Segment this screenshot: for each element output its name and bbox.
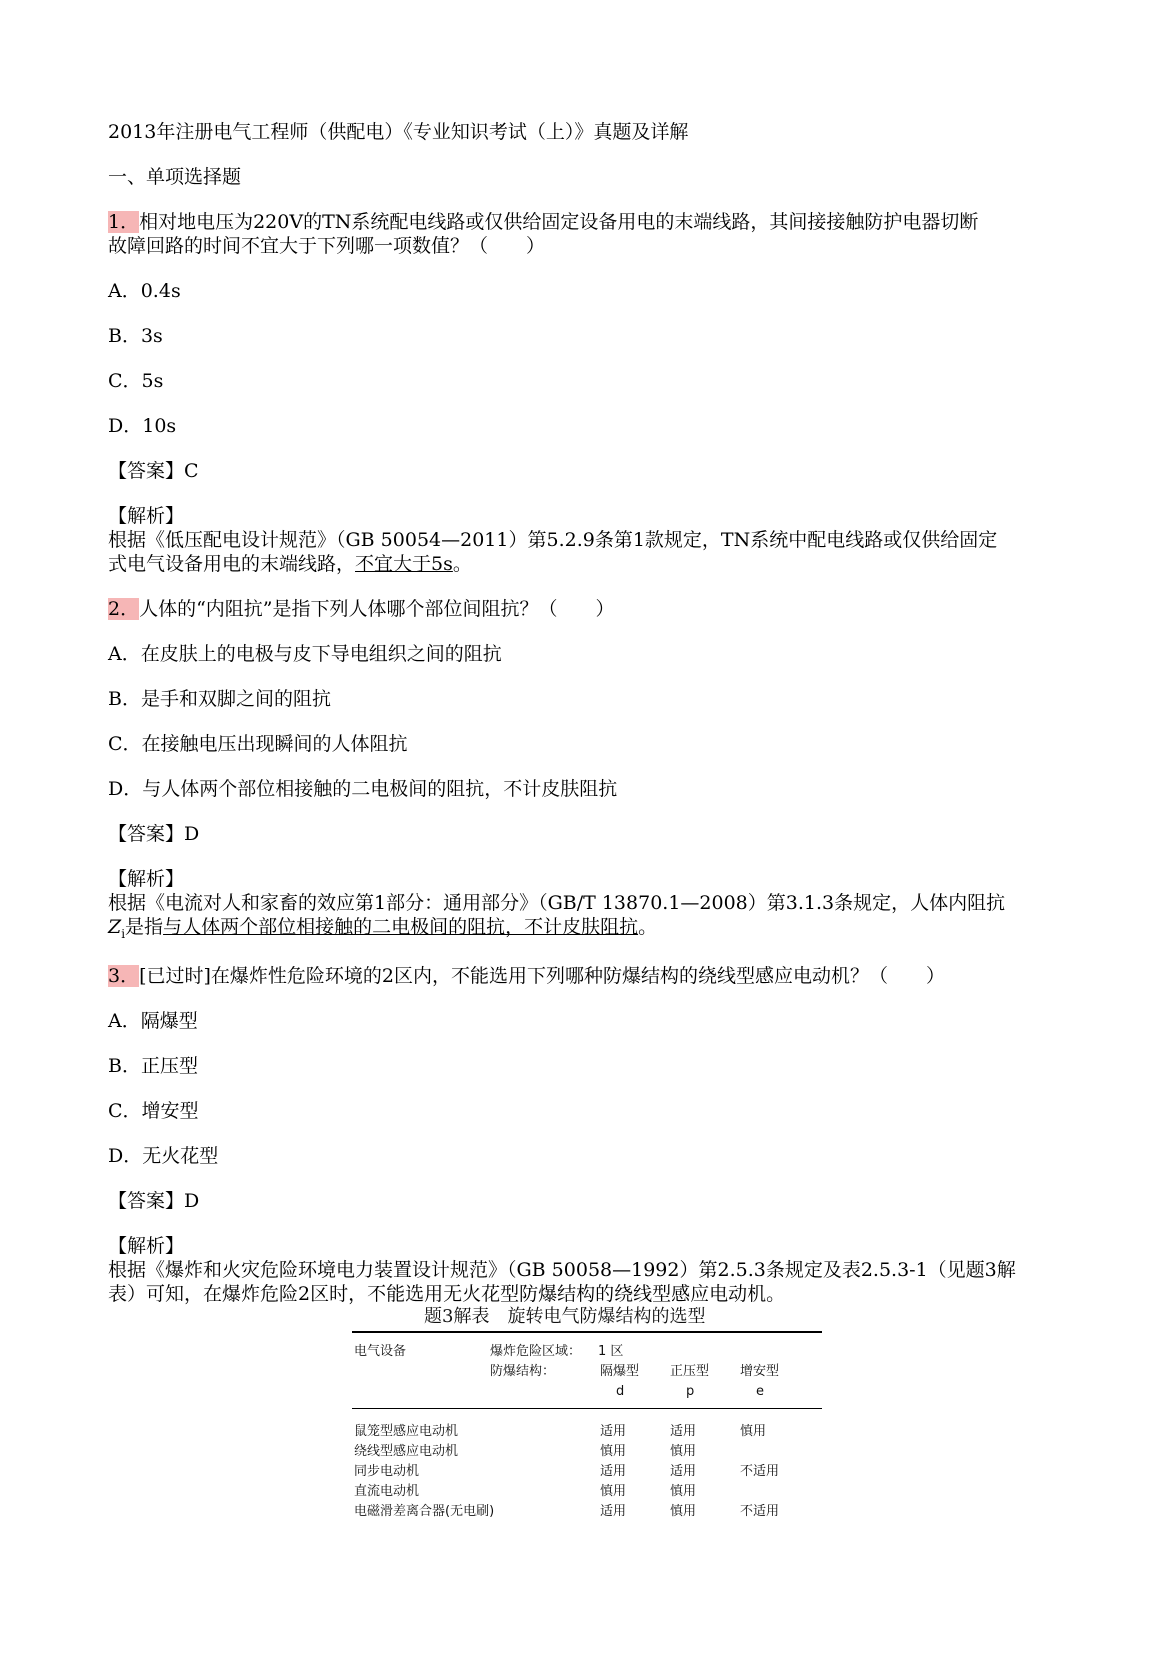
question-number: 2． — [108, 598, 140, 620]
table-struct-label: 防爆结构： — [490, 1364, 556, 1379]
table-top-rule — [352, 1331, 822, 1333]
table-cell: 适用 — [670, 1424, 697, 1439]
option-a: A．0.4s — [108, 280, 181, 302]
question-number: 3． — [108, 965, 140, 987]
table-col-code: p — [686, 1384, 695, 1399]
answer: 【答案】C — [108, 460, 199, 482]
option-b: B．正压型 — [108, 1055, 198, 1077]
table-row-device: 直流电动机 — [354, 1484, 420, 1499]
option-d: D．10s — [108, 415, 177, 437]
table-cell: 不适用 — [740, 1504, 780, 1519]
analysis-line1: 根据《低压配电设计规范》（GB 50054—2011）第5.2.9条第1款规定，TN系统中配电线路或仅供给固定 — [108, 529, 998, 551]
table-header-rule — [352, 1408, 822, 1409]
option-c: C．增安型 — [108, 1100, 199, 1122]
table-col-name: 正压型 — [670, 1364, 710, 1379]
option-b: B．3s — [108, 325, 163, 347]
table-cell: 适用 — [600, 1464, 627, 1479]
table-cell: 慎用 — [670, 1444, 697, 1459]
analysis-line1: 根据《爆炸和火灾危险环境电力装置设计规范》（GB 50058—1992）第2.5.3条规定及表2.5.3-1（见题3解 — [108, 1259, 1016, 1281]
question-3-line1: 3．[已过时]在爆炸性危险环境的2区内，不能选用下列哪种防爆结构的绕线型感应电动机？（ ） — [108, 965, 946, 987]
table-caption: 题3解表 旋转电气防爆结构的选型 — [424, 1306, 706, 1327]
option-c: C．5s — [108, 370, 164, 392]
question-2-line1: 2．人体的“内阻抗”是指下列人体哪个部位间阻抗？（ ） — [108, 598, 615, 620]
answer: 【答案】D — [108, 823, 200, 845]
table-cell: 适用 — [600, 1424, 627, 1439]
table-row-device: 同步电动机 — [354, 1464, 420, 1479]
table-cell: 慎用 — [670, 1484, 697, 1499]
table-col-name: 隔爆型 — [600, 1364, 640, 1379]
analysis-label: 【解析】 — [108, 1235, 185, 1257]
answer: 【答案】D — [108, 1190, 200, 1212]
option-b: B．是手和双脚之间的阻抗 — [108, 688, 331, 710]
table-zone-label: 爆炸危险区域： — [490, 1344, 582, 1359]
analysis-label: 【解析】 — [108, 505, 185, 527]
table-cell: 适用 — [670, 1464, 697, 1479]
option-d: D．与人体两个部位相接触的二电极间的阻抗，不计皮肤阻抗 — [108, 778, 618, 800]
table-col-code: e — [756, 1384, 764, 1399]
table-cell: 不适用 — [740, 1464, 780, 1479]
table-zone-value: 1 区 — [598, 1344, 624, 1359]
question-number: 1． — [108, 211, 140, 233]
table-header-device: 电气设备 — [354, 1344, 407, 1359]
analysis-line2: $Z_i$是指与人体两个部位相接触的二电极间的阻抗，不计皮肤阻抗。 — [108, 916, 658, 941]
option-a: A．在皮肤上的电极与皮下导电组织之间的阻抗 — [108, 643, 502, 665]
section-heading: 一、单项选择题 — [108, 166, 242, 188]
table-cell: 适用 — [600, 1504, 627, 1519]
option-a: A．隔爆型 — [108, 1010, 198, 1032]
table-cell: 慎用 — [740, 1424, 767, 1439]
option-c: C．在接触电压出现瞬间的人体阻抗 — [108, 733, 408, 755]
table-row-device: 电磁滑差离合器(无电刷) — [354, 1504, 495, 1519]
table-col-code: d — [616, 1384, 625, 1399]
table-cell: 慎用 — [600, 1444, 627, 1459]
table-cell: 慎用 — [670, 1504, 697, 1519]
option-d: D．无火花型 — [108, 1145, 219, 1167]
table-row-device: 鼠笼型感应电动机 — [354, 1424, 459, 1439]
analysis-line1: 根据《电流对人和家畜的效应第1部分：通用部分》（GB/T 13870.1—2008）第3.1.3条规定，人体内阻抗 — [108, 892, 1006, 914]
question-1-line1: 1．相对地电压为220V的TN系统配电线路或仅供给固定设备用电的末端线路，其间接接触防护电器切断 — [108, 211, 979, 233]
table-col-name: 增安型 — [740, 1364, 780, 1379]
explosion-proof-table — [352, 1306, 822, 1526]
analysis-label: 【解析】 — [108, 868, 185, 890]
analysis-line2: 式电气设备用电的末端线路，不宜大于5s。 — [108, 553, 472, 575]
question-1-line2: 故障回路的时间不宜大于下列哪一项数值？（ ） — [108, 235, 546, 257]
table-cell: 慎用 — [600, 1484, 627, 1499]
table-row-device: 绕线型感应电动机 — [354, 1444, 459, 1459]
document-title: 2013年注册电气工程师（供配电）《专业知识考试（上）》真题及详解 — [108, 121, 689, 143]
analysis-line2: 表）可知，在爆炸危险2区时，不能选用无火花型防爆结构的绕线型感应电动机。 — [108, 1283, 786, 1305]
